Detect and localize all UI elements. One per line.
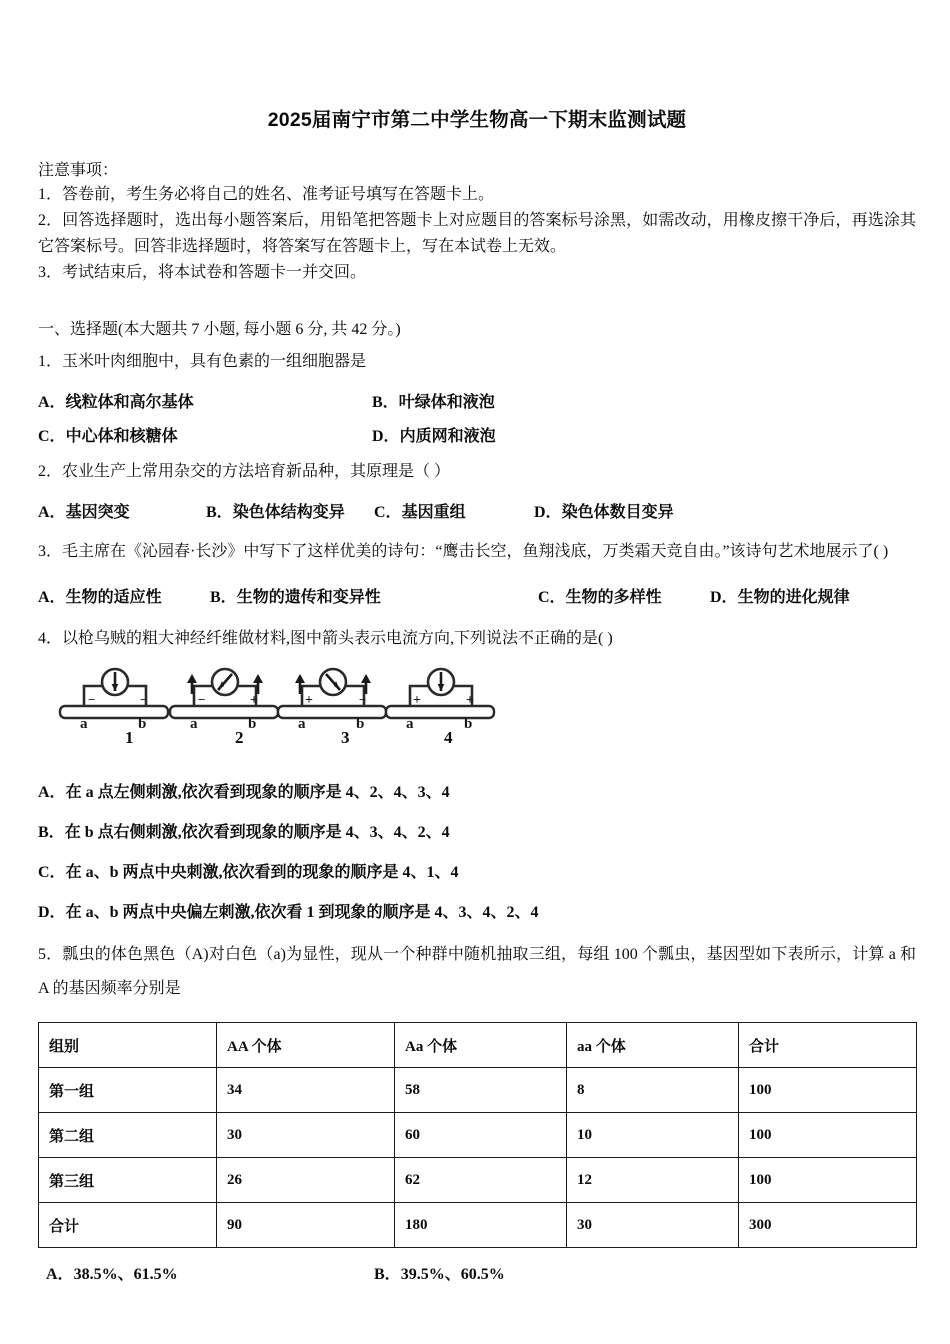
electrode-label-b-4: b — [464, 715, 473, 728]
question-5-stem — [38, 938, 916, 1007]
sign-b-3: − — [359, 691, 367, 707]
notice-heading: 注意事项： — [38, 162, 119, 179]
question-2-number: 2． — [38, 463, 63, 481]
table-header-cell: Aa 个体 — [395, 1023, 567, 1068]
question-4-text: 以枪乌贼的粗大神经纤维做材料,图中箭头表示电流方向,下列说法不正确的是( ) — [62, 629, 613, 647]
question-4-option-d[interactable]: D．在 a、b 两点中央偏左刺激,依次看 1 到现象的顺序是 4、3、4、2、4 — [38, 903, 539, 921]
sign-a-2: − — [198, 691, 206, 707]
current-arrow-head-left-2 — [187, 674, 197, 683]
current-arrow-head-right-3 — [361, 674, 371, 683]
circuit-diagram-3 — [274, 664, 392, 728]
question-4-stem — [38, 626, 916, 652]
question-3-option-a[interactable]: A．生物的适应性 — [38, 588, 162, 606]
nerve-fiber-4 — [386, 706, 494, 718]
circuit-diagram-1 — [56, 664, 174, 728]
question-3-text: 毛主席在《沁园春·长沙》中写下了这样优美的诗句：“鹰击长空，鱼翔浅底，万类霜天竞自由。”该诗句艺术地展示了( ) — [62, 543, 889, 561]
question-5-option-b[interactable]: B．39.5%、60.5% — [374, 1266, 505, 1284]
question-2-options-row — [38, 499, 916, 522]
table-header-cell: 组别 — [39, 1023, 217, 1068]
question-4-number: 4． — [38, 629, 63, 647]
table-cell: 第二组 — [39, 1113, 217, 1158]
table-cell: 30 — [567, 1203, 739, 1248]
sign-b-4: + — [466, 692, 474, 708]
question-2-text: 农业生产上常用杂交的方法培育新品种，其原理是（ ） — [62, 463, 451, 481]
table-cell: 10 — [567, 1113, 739, 1158]
table-cell: 30 — [217, 1113, 395, 1158]
circuit-number-4: 4 — [444, 727, 453, 747]
table-row — [39, 1158, 917, 1203]
table-header-cell: 合计 — [739, 1023, 917, 1068]
question-4-option-c[interactable]: C．在 a、b 两点中央刺激,依次看到的现象的顺序是 4、1、4 — [38, 863, 459, 881]
page-title: 2025届南宁市第二中学生物高一下期末监测试题 — [267, 109, 687, 131]
table-cell: 62 — [395, 1158, 567, 1203]
table-row — [39, 1203, 917, 1248]
question-5-text: 瓢虫的体色黑色（A)对白色（a)为显性，现从一个种群中随机抽取三组，每组 100 个瓢虫，基因型如下表所示，计算 a 和 A 的基因频率分别是 — [38, 945, 916, 997]
section-heading: 一、选择题(本大题共 7 小题, 每小题 6 分, 共 42 分。) — [38, 320, 401, 338]
question-3-stem — [38, 535, 916, 569]
question-4-options — [38, 779, 916, 922]
electrode-label-b-3: b — [356, 715, 365, 728]
notice-line-2: 2．回答选择题时，选出每小题答案后，用铅笔把答题卡上对应题目的答案标号涂黑，如需改动，用橡皮擦干净后，再选涂其它答案标号。回答非选择题时，将答案写在答题卡上，写在本试卷上无效。 — [38, 212, 916, 255]
circuit-diagram-4 — [382, 664, 500, 728]
electrode-label-a-4: a — [406, 715, 414, 728]
electrode-label-a-3: a — [298, 715, 306, 728]
sign-a-3: + — [305, 692, 313, 708]
genotype-table — [38, 1022, 917, 1248]
table-header-cell: AA 个体 — [217, 1023, 395, 1068]
question-5-options — [38, 1261, 916, 1283]
table-cell: 26 — [217, 1158, 395, 1203]
question-3-number: 3． — [38, 543, 63, 561]
nerve-fiber-1 — [60, 706, 168, 718]
table-cell: 8 — [567, 1068, 739, 1113]
circuit-number-1: 1 — [125, 727, 134, 747]
sign-a-4: + — [413, 692, 421, 708]
question-1-option-a[interactable]: A．线粒体和高尔基体 — [38, 394, 194, 412]
electrode-label-a-2: a — [190, 715, 198, 728]
table-cell: 100 — [739, 1158, 917, 1203]
table-cell: 34 — [217, 1068, 395, 1113]
table-cell: 100 — [739, 1068, 917, 1113]
notice-line-1: 1．答卷前，考生务必将自己的姓名、准考证号填写在答题卡上。 — [38, 186, 495, 204]
electrode-label-b-2: b — [248, 715, 257, 728]
table-header-row — [39, 1023, 917, 1068]
circuit-number-2: 2 — [235, 727, 244, 747]
current-arrow-head-left-3 — [295, 674, 305, 683]
electrode-label-b-1: b — [138, 715, 147, 728]
sign-a-1: − — [88, 691, 96, 707]
nerve-fiber-2 — [170, 706, 278, 718]
table-cell: 58 — [395, 1068, 567, 1113]
circuit-diagram-2 — [166, 664, 284, 728]
notice-line-3: 3．考试结束后，将本试卷和答题卡一并交回。 — [38, 263, 367, 281]
question-1-text: 玉米叶肉细胞中，具有色素的一组细胞器是 — [62, 353, 367, 371]
question-2-stem — [38, 459, 916, 485]
question-1-option-d[interactable]: D．内质网和液泡 — [372, 428, 496, 446]
table-cell: 90 — [217, 1203, 395, 1248]
question-1-number: 1． — [38, 353, 63, 371]
question-1-options-row-2 — [38, 423, 916, 446]
question-2-option-a[interactable]: A．基因突变 — [38, 504, 130, 522]
table-cell: 合计 — [39, 1203, 217, 1248]
sign-b-1: − — [140, 691, 148, 707]
page-content — [38, 0, 916, 1283]
question-3-option-d[interactable]: D．生物的进化规律 — [710, 588, 850, 606]
sign-b-2: + — [250, 692, 258, 708]
question-2-option-c[interactable]: C．基因重组 — [374, 504, 466, 522]
table-cell: 180 — [395, 1203, 567, 1248]
question-1-option-b[interactable]: B．叶绿体和液泡 — [372, 394, 495, 412]
question-2-option-d[interactable]: D．染色体数目变异 — [534, 504, 674, 522]
circuit-number-3: 3 — [341, 727, 350, 747]
question-2-option-b[interactable]: B．染色体结构变异 — [206, 504, 345, 522]
question-1-stem — [38, 349, 916, 375]
question-3-option-b[interactable]: B．生物的遗传和变异性 — [210, 588, 381, 606]
question-4-option-a[interactable]: A．在 a 点左侧刺激,依次看到现象的顺序是 4、2、4、3、4 — [38, 783, 450, 801]
table-row — [39, 1113, 917, 1158]
table-cell: 12 — [567, 1158, 739, 1203]
question-5-option-a[interactable]: A．38.5%、61.5% — [46, 1266, 178, 1284]
current-arrow-head-right-2 — [253, 674, 263, 683]
question-4-option-b[interactable]: B．在 b 点右侧刺激,依次看到现象的顺序是 4、3、4、2、4 — [38, 823, 450, 841]
table-cell: 第一组 — [39, 1068, 217, 1113]
table-cell: 第三组 — [39, 1158, 217, 1203]
question-4-figure — [38, 664, 916, 762]
nerve-fiber-3 — [278, 706, 386, 718]
question-5-number: 5． — [38, 945, 63, 963]
table-header-cell: aa 个体 — [567, 1023, 739, 1068]
question-3-option-c[interactable]: C．生物的多样性 — [538, 588, 662, 606]
table-cell: 300 — [739, 1203, 917, 1248]
question-1-option-c[interactable]: C．中心体和核糖体 — [38, 428, 178, 446]
table-cell: 60 — [395, 1113, 567, 1158]
question-1-options-row-1 — [38, 389, 916, 412]
table-cell: 100 — [739, 1113, 917, 1158]
table-row — [39, 1068, 917, 1113]
electrode-label-a-1: a — [80, 715, 88, 728]
question-3-options-row — [38, 584, 916, 604]
